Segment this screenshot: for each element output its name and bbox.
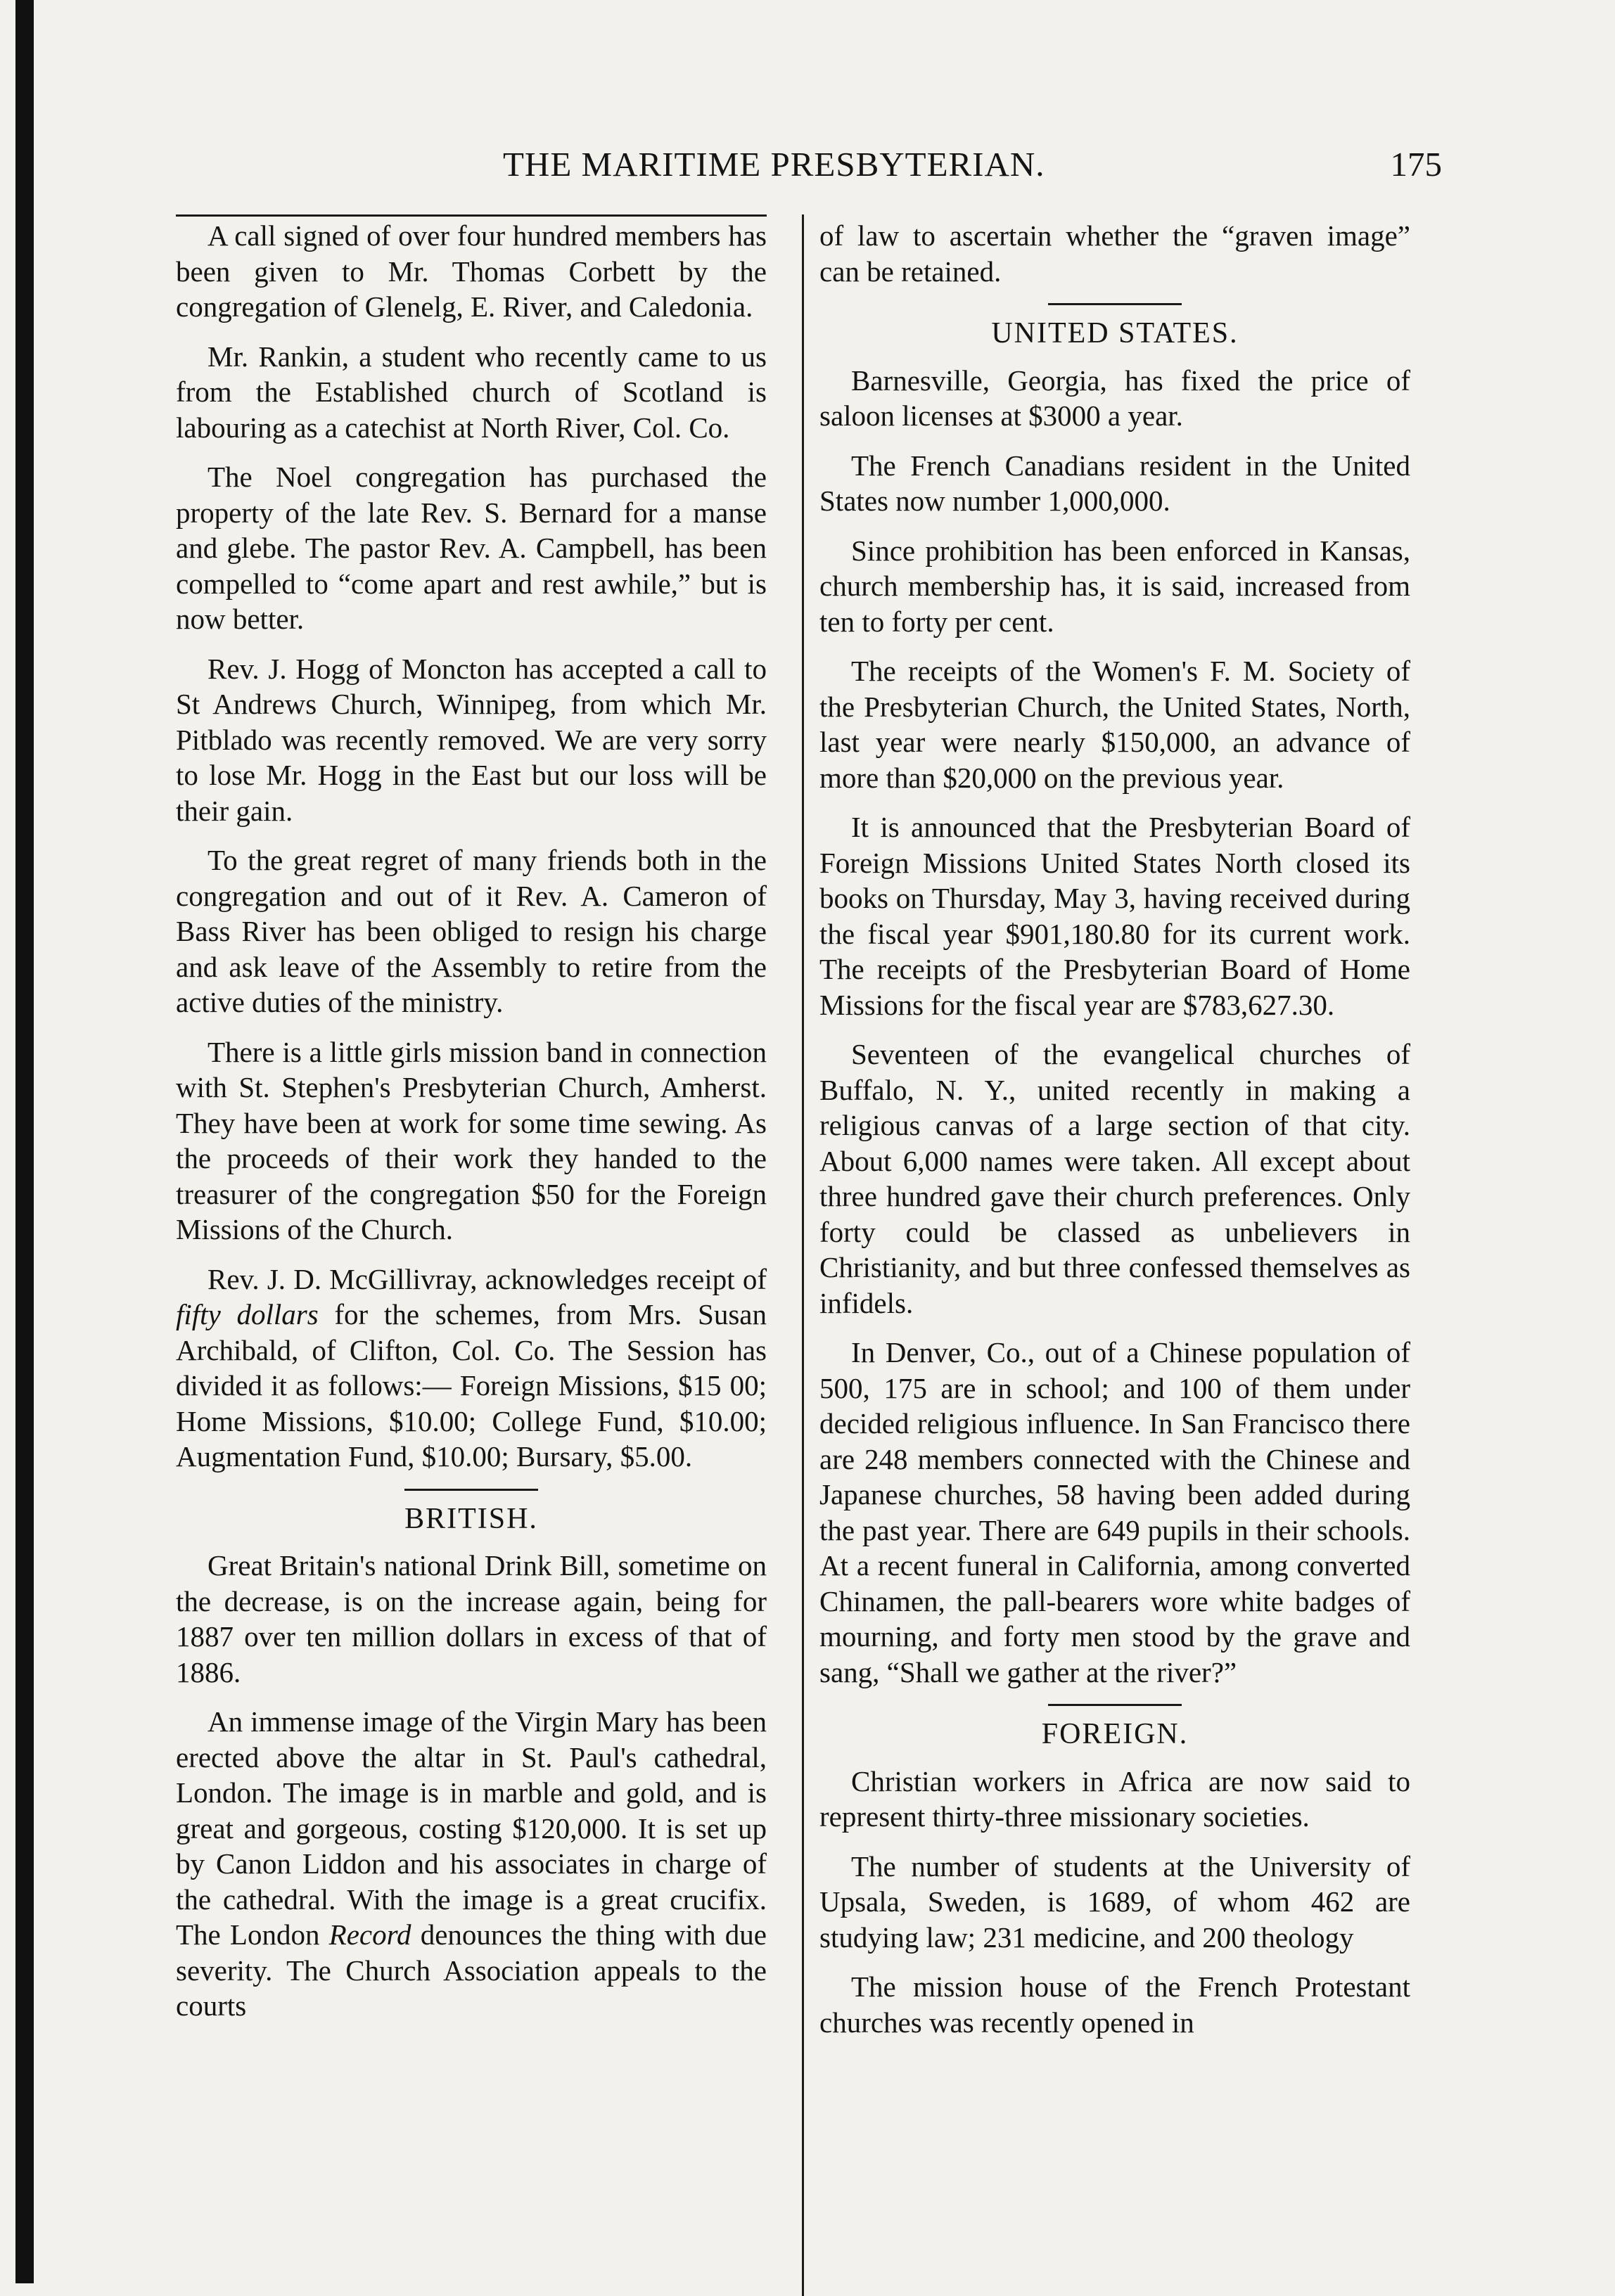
news-item-rankin: Mr. Rankin, a student who recently came to us from the Established church of Scotland is labouring as a catechist at North River, Col. Co. [176, 340, 767, 444]
right-column [819, 218, 1410, 2054]
section-heading-foreign: FOREIGN. [819, 1704, 1410, 1752]
column-divider [802, 214, 804, 2296]
news-item-upsala: The number of students at the University of Upsala, Sweden, is 1689, of whom 462 are studying law; 231 medicine, and 200 theology [819, 1849, 1410, 1954]
journal-title: THE MARITIME PRESBYTERIAN. [503, 145, 1045, 184]
news-item-foreign-missions-board: It is announced that the Presbyterian Board of Foreign Missions United States North closed its books on Thursday, May 3, having received during the fiscal year $901,180.80 for its current work. The receipts of the Presbyterian Board of Home Missions for the fiscal year are $783,627.30. [819, 811, 1410, 1021]
left-column-top-rule [176, 214, 767, 217]
news-item-barnesville: Barnesville, Georgia, has fixed the price of saloon licenses at $3000 a year. [819, 364, 1410, 432]
news-item-mission-house: The mission house of the French Protestant churches was recently opened in [819, 1970, 1410, 2039]
news-item-mission-band: There is a little girls mission band in connection with St. Stephen's Presbyterian Church, Amherst. They have been at work for some time sewing. As the proceeds of their work they handed to the treasurer of the congregation $50 for the Foreign Missions of the Church. [176, 1035, 767, 1245]
mcgillivray-text-end: for the schemes, from Mrs. Susan Archibald, of Clifton, Col. Co. The Session has divided it as follows:— Foreign Missions, $15 00; Home Missions, $10.00; College Fund, $10.00; Augmentation Fund, $10.00; Bursary, $5.00. [176, 1298, 767, 1473]
news-item-virgin-mary-image [176, 1704, 767, 2024]
mcgillivray-text-start: Rev. J. D. McGillivray, acknowledges receipt of [208, 1262, 767, 1295]
news-item-cameron: To the great regret of many friends both in the congregation and out of it Rev. A. Cameron of Bass River has been obliged to resign his charge and ask leave of the Assembly to retire from the active duties of the ministry. [176, 844, 767, 1018]
news-item-mcgillivray [176, 1262, 767, 1475]
news-item-continuation: of law to ascertain whether the “graven image” can be retained. [819, 219, 1410, 288]
section-heading-british: BRITISH. [176, 1489, 767, 1537]
virgin-text-end: denounces the thing with due severity. The Church Association appeals to the courts [176, 1918, 767, 2022]
news-item-french-canadians: The French Canadians resident in the United States now number 1,000,000. [819, 449, 1410, 517]
running-header [183, 144, 1442, 200]
left-column [176, 218, 767, 2038]
virgin-emphasis: Record [328, 1918, 411, 1951]
mcgillivray-emphasis: fifty dollars [176, 1298, 319, 1330]
news-item-womens-society: The receipts of the Women's F. M. Society of the Presbyterian Church, the United States, North, last year were nearly $150,000, an advance of more than $20,000 on the previous year. [819, 655, 1410, 794]
news-item-noel-congregation: The Noel congregation has purchased the property of the late Rev. S. Bernard for a manse and glebe. The pastor Rev. A. Campbell, has been compelled to “come apart and rest awhile,” but is now better. [176, 461, 767, 635]
news-item-kansas: Since prohibition has been enforced in Kansas, church membership has, it is said, increased from ten to forty per cent. [819, 534, 1410, 638]
news-item-corbett-call: A call signed of over four hundred members has been given to Mr. Thomas Corbett by the congregation of Glenelg, E. River, and Caledonia. [176, 219, 767, 323]
news-item-drink-bill: Great Britain's national Drink Bill, sometime on the decrease, is on the increase again, being for 1887 over ten million dollars in excess of that of 1886. [176, 1549, 767, 1688]
news-item-buffalo: Seventeen of the evangelical churches of Buffalo, N. Y., united recently in making a religious canvas of a large section of that city. About 6,000 names were taken. All except about three hundred gave their church preferences. Only forty could be classed as unbelievers in Christianity, and but three confessed themselves as infidels. [819, 1038, 1410, 1319]
virgin-text-start: An immense image of the Virgin Mary has been erected above the altar in St. Paul's cathedral, London. The image is in marble and gold, and is great and gorgeous, costing $120,000. It is set up by Canon Liddon and his associates in charge of the cathedral. With the image is a great crucifix. The London [176, 1705, 767, 1951]
page-binding-edge [15, 0, 34, 2283]
news-item-hogg: Rev. J. Hogg of Moncton has accepted a call to St Andrews Church, Winnipeg, from which Mr. Pitblado was recently removed. We are very sorry to lose Mr. Hogg in the East but our loss will be their gain. [176, 652, 767, 827]
news-item-africa: Christian workers in Africa are now said to represent thirty-three missionary societies. [819, 1764, 1410, 1833]
news-item-denver: In Denver, Co., out of a Chinese population of 500, 175 are in school; and 100 of them under decided religious influence. In San Francisco there are 248 members connected with the Chinese and Japanese churches, 58 having been added during the past year. There are 649 pupils in their schools. At a recent funeral in California, among converted Chinamen, the pall-bearers wore white badges of mourning, and forty men stood by the grave and sang, “Shall we gather at the river?” [819, 1336, 1410, 1688]
section-heading-united-states: UNITED STATES. [819, 303, 1410, 352]
page-number: 175 [1390, 145, 1442, 184]
